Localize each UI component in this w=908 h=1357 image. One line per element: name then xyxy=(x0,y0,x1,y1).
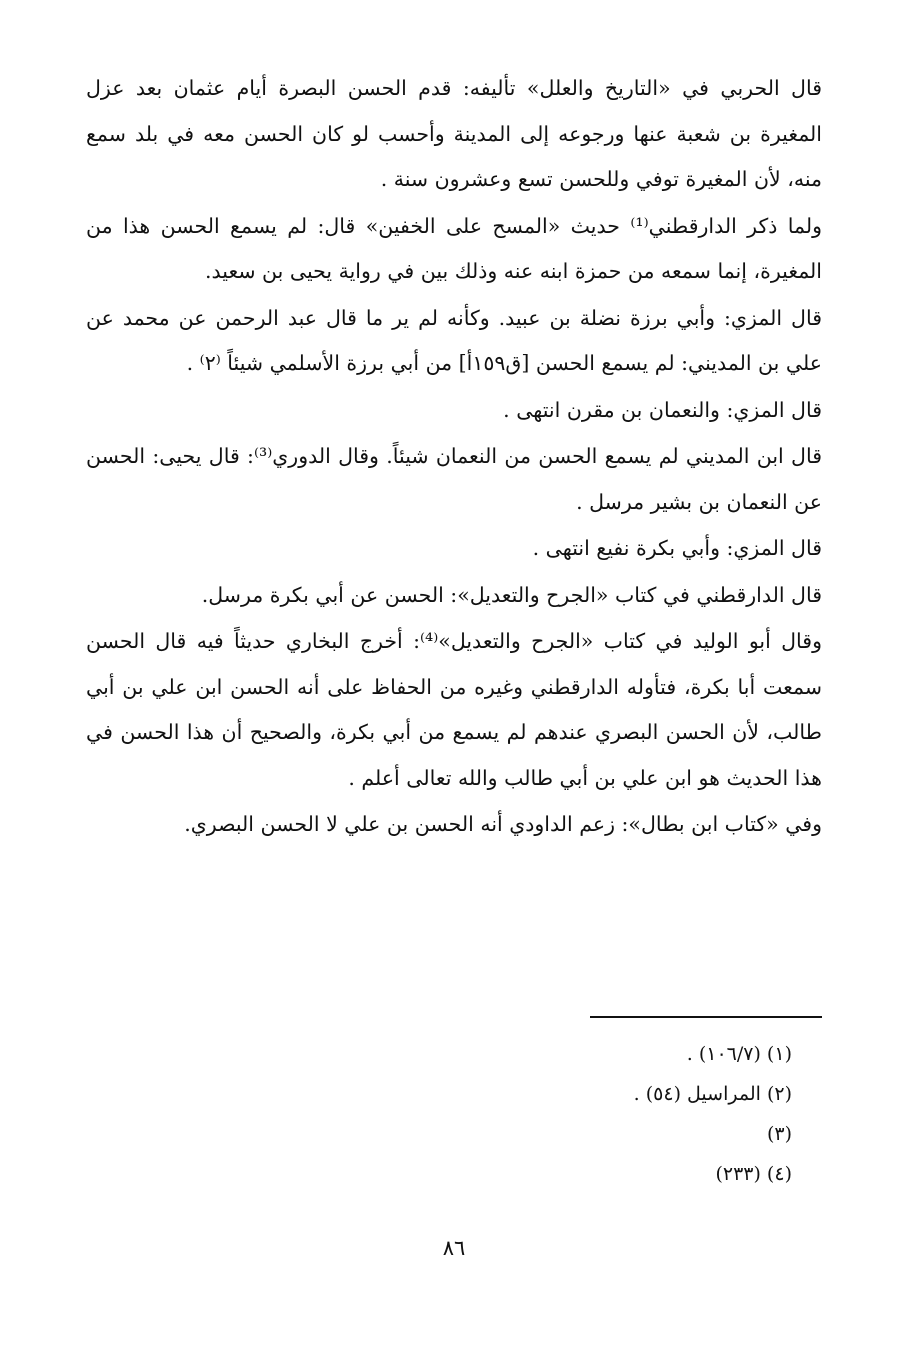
footnotes xyxy=(92,1034,792,1194)
footnote-2: (٢) المراسيل (٥٤) . xyxy=(633,1083,792,1105)
paragraph-harbi: قال الحربي في «التاريخ والعلل» تأليفه: قدم الحسن البصرة أيام عثمان بعد عزل المغيرة بن شعبة عنها ورجوعه إلى المدينة وأحسب لو كان الحسن معه في بلد سمع منه، لأن المغيرة توفي وللحسن تسع وعشرون سنة . xyxy=(86,76,822,191)
page-number: ٨٦ xyxy=(442,1236,466,1260)
footnote-3: (٣) xyxy=(766,1123,792,1145)
paragraph-daraqutni-jarh: قال الدارقطني في كتاب «الجرح والتعديل»: الحسن عن أبي بكرة مرسل. xyxy=(201,582,822,607)
paragraph-ibn-madini-numan: قال ابن المديني لم يسمع الحسن من النعمان شيئاً. وقال الدوري⁽³⁾: قال يحيى: الحسن عن النعمان بن بشير مرسل . xyxy=(86,444,822,514)
paragraph-daraqutni-mash: ولما ذكر الدارقطني⁽¹⁾ حديث «المسح على الخفين» قال: لم يسمع الحسن هذا من المغيرة، إنما سمعه من حمزة ابنه عنه وذلك بين في رواية يحيى بن سعيد. xyxy=(86,213,823,283)
document-page xyxy=(86,66,822,1296)
paragraph-mizzi-numan-muqarrin: قال المزي: والنعمان بن مقرن انتهى . xyxy=(503,397,822,422)
footnote-1: (١) (١٠٦/٧) . xyxy=(686,1043,792,1065)
footnote-divider xyxy=(590,1016,822,1018)
paragraph-abu-walid: وقال أبو الوليد في كتاب «الجرح والتعديل»⁽⁴⁾: أخرج البخاري حديثاً فيه قال الحسن سمعت أبا بكرة، فتأوله الدارقطني وغيره من الحفاظ على أنه الحسن ابن علي بن أبي طالب، لأن الحسن البصري عندهم لم يسمع من أبي بكرة، والصحيح أن هذا الحسن في هذا الحديث هو ابن علي بن أبي طالب والله تعالى أعلم . xyxy=(86,629,822,790)
paragraph-mizzi-abi-bakra: قال المزي: وأبي بكرة نفيع انتهى . xyxy=(532,536,822,560)
paragraph-mizzi-abi-barza: قال المزي: وأبي برزة نضلة بن عبيد. وكأنه لم ير ما قال عبد الرحمن عن محمد عن علي بن المديني: لم يسمع الحسن [ق١٥٩أ] من أبي برزة الأسلمي شيئاً ⁽٢⁾ . xyxy=(86,305,822,375)
main-text xyxy=(86,66,822,848)
paragraph-ibn-battal: وفي «كتاب ابن بطال»: زعم الداودي أنه الحسن بن علي لا الحسن البصري. xyxy=(184,812,822,836)
footnote-4: (٤) (٢٣٣) xyxy=(715,1163,792,1185)
